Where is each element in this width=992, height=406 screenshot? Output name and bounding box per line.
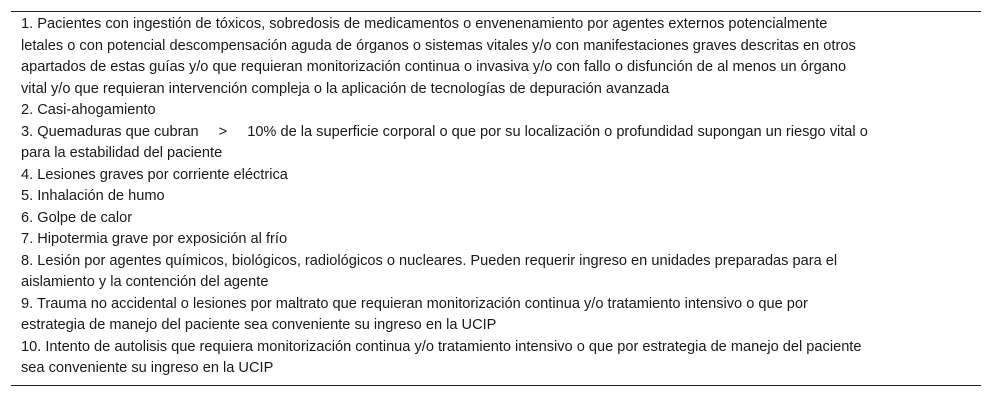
criterion-text-after-symbol: 10% de la superficie corporal o que por su localización o profundidad supongan un riesgo vital o bbox=[247, 123, 868, 140]
criteria-table bbox=[11, 11, 981, 386]
criterion-10 bbox=[21, 337, 981, 380]
criterion-4 bbox=[21, 165, 981, 187]
criterion-3 bbox=[21, 122, 981, 165]
greater-than-symbol: > bbox=[218, 123, 228, 140]
criterion-text-line: estrategia de manejo del paciente sea conveniente su ingreso en la UCIP bbox=[21, 317, 497, 333]
criterion-5 bbox=[21, 186, 981, 208]
criterion-text-line: 1. Pacientes con ingestión de tóxicos, sobredosis de medicamentos o envenenamiento por agentes externos potencialmente bbox=[21, 16, 828, 32]
criterion-text-line: 2. Casi-ahogamiento bbox=[21, 102, 156, 118]
criterion-9 bbox=[21, 294, 981, 337]
criterion-text-line: 7. Hipotermia grave por exposición al frío bbox=[21, 231, 288, 247]
criterion-text-line: apartados de estas guías y/o que requieran monitorización continua o invasiva y/o con fallo o disfunción de al menos un órgano bbox=[21, 59, 847, 75]
criterion-text-line: 9. Trauma no accidental o lesiones por maltrato que requieran monitorización continua y/o tratamiento intensivo o que por bbox=[21, 295, 808, 312]
criterion-text-line: para la estabilidad del paciente bbox=[21, 145, 223, 161]
criterion-text-line: vital y/o que requieran intervención compleja o la aplicación de tecnologías de depuración avanzada bbox=[21, 80, 670, 97]
criterion-6 bbox=[21, 208, 981, 230]
criterion-text-line: sea conveniente su ingreso en la UCIP bbox=[21, 360, 274, 376]
criterion-text-line: 6. Golpe de calor bbox=[21, 209, 133, 226]
criterion-text-before-symbol: 3. Quemaduras que cubran bbox=[21, 123, 199, 140]
criterion-text-line: 10. Intento de autolisis que requiera monitorización continua y/o tratamiento intensivo o que por estrategia de manejo del paciente bbox=[21, 338, 862, 355]
criterion-text-line: aislamiento y la contención del agente bbox=[21, 274, 269, 290]
criterion-text-line: letales o con potencial descompensación aguda de órganos o sistemas vitales y/o con manifestaciones graves descritas en otros bbox=[21, 37, 856, 54]
criterion-text-line: 5. Inhalación de humo bbox=[21, 188, 165, 204]
criterion-text-line bbox=[21, 122, 981, 144]
criterion-text-line: 4. Lesiones graves por corriente eléctrica bbox=[21, 166, 288, 183]
criterion-8 bbox=[21, 251, 981, 294]
criterion-2 bbox=[21, 100, 981, 122]
criterion-1 bbox=[21, 14, 981, 100]
criterion-7 bbox=[21, 229, 981, 251]
criterion-text-line: 8. Lesión por agentes químicos, biológicos, radiológicos o nucleares. Pueden requerir ingreso en unidades preparadas para el bbox=[21, 252, 838, 269]
